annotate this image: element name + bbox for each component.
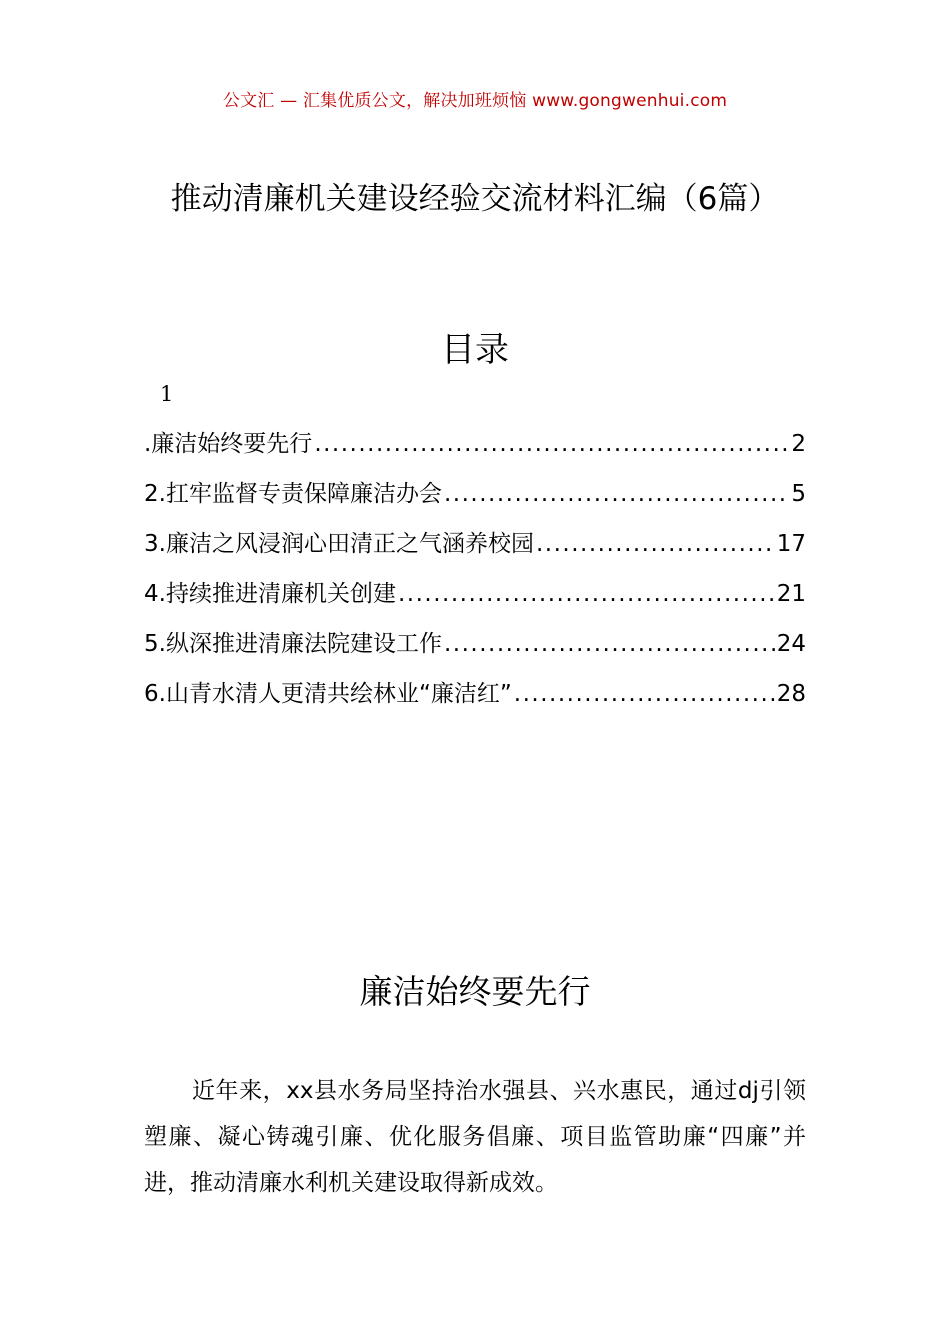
toc-entry-label: 4.持续推进清廉机关创建 xyxy=(144,581,396,607)
table-of-contents xyxy=(144,424,806,724)
toc-entry-5[interactable] xyxy=(144,624,806,674)
toc-dot-leader xyxy=(444,624,775,664)
toc-entry-page: 24 xyxy=(776,631,806,657)
toc-entry-label: .廉洁始终要先行 xyxy=(144,431,313,457)
toc-entry-label: 6.山青水清人更清共绘林业“廉洁红” xyxy=(144,681,512,707)
document-title: 推动清廉机关建设经验交流材料汇编（6篇） xyxy=(170,181,780,217)
toc-entry-3[interactable] xyxy=(144,524,806,574)
toc-entry-1[interactable] xyxy=(144,424,806,474)
toc-dot-leader xyxy=(398,574,775,614)
toc-entry-page: 17 xyxy=(776,531,806,557)
toc-entry-label: 2.扛牢监督专责保障廉洁办会 xyxy=(144,481,442,507)
toc-dot-leader xyxy=(444,474,789,514)
header-banner: 公文汇 — 汇集优质公文，解决加班烦恼 www.gongwenhui.com xyxy=(222,91,728,111)
toc-entry-page: 5 xyxy=(791,481,806,507)
toc-entry-4[interactable] xyxy=(144,574,806,624)
body-paragraph: 近年来，xx县水务局坚持治水强县、兴水惠民，通过dj引领塑廉、凝心铸魂引廉、优化服务倡廉、项目监管助廉“四廉”并进，推动清廉水利机关建设取得新成效。 xyxy=(144,1078,806,1196)
toc-stray-number: 1 xyxy=(160,382,174,406)
toc-entry-page: 28 xyxy=(776,681,806,707)
toc-entry-label: 5.纵深推进清廉法院建设工作 xyxy=(144,631,442,657)
toc-entry-page: 21 xyxy=(776,581,806,607)
toc-entry-6[interactable] xyxy=(144,674,806,724)
toc-entry-page: 2 xyxy=(791,431,806,457)
toc-dot-leader xyxy=(514,674,775,714)
toc-entry-label: 3.廉洁之风浸润心田清正之气涵养校园 xyxy=(144,531,534,557)
toc-heading: 目录 xyxy=(441,330,509,370)
toc-dot-leader xyxy=(536,524,775,564)
section-title: 廉洁始终要先行 xyxy=(359,972,591,1011)
toc-entry-2[interactable] xyxy=(144,474,806,524)
toc-dot-leader xyxy=(314,424,789,464)
